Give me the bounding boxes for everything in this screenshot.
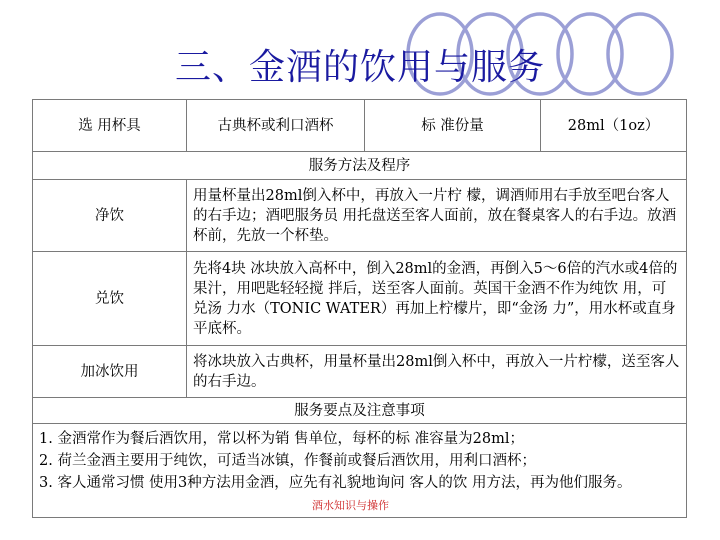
methods-heading: 服务方法及程序 bbox=[33, 152, 687, 180]
method-description: 用量杯量出28ml倒入杯中，再放入一片柠 檬，调酒师用右手放至吧台客人的右手边；酒吧服务员 用托盘送至客人面前，放在餐桌客人的右手边。放酒杯前，先放一个杯垫。 bbox=[187, 180, 687, 252]
portion-label: 标 准份量 bbox=[365, 100, 541, 152]
note-item: 1. 金酒常作为餐后酒饮用，常以杯为销 售单位，每杯的标 准容量为28ml； bbox=[39, 431, 524, 447]
cup-value: 古典杯或利口酒杯 bbox=[187, 100, 365, 152]
method-row bbox=[33, 346, 687, 398]
cup-label: 选 用杯具 bbox=[33, 100, 187, 152]
portion-value: 28ml（1oz） bbox=[541, 100, 687, 152]
method-description: 先将4块 冰块放入高杯中，倒入28ml的金酒，再倒入5～6倍的汽水或4倍的果汁，用吧匙轻轻搅 拌后，送至客人面前。英国干金酒不作为纯饮 用，可兑汤 力水（TONIC WATER）再加上柠檬片，即“金汤 力”，用水杯或直身平底杯。 bbox=[187, 252, 687, 346]
method-description: 将冰块放入古典杯，用量杯量出28ml倒入杯中，再放入一片柠檬，送至客人的右手边。 bbox=[187, 346, 687, 398]
method-name: 净饮 bbox=[33, 180, 187, 252]
note-item: 3. 客人通常习惯 使用3种方法用金酒，应先有礼貌地询问 客人的饮 用方法，再为他们服务。 bbox=[39, 475, 632, 491]
service-table bbox=[32, 99, 687, 518]
method-row bbox=[33, 252, 687, 346]
header-row bbox=[33, 100, 687, 152]
method-row bbox=[33, 180, 687, 252]
watermark-text: 酒水知识与操作 bbox=[312, 499, 389, 512]
notes-heading: 服务要点及注意事项 bbox=[33, 398, 687, 424]
method-name: 加冰饮用 bbox=[33, 346, 187, 398]
note-item: 2. 荷兰金酒主要用于纯饮，可适当冰镇，作餐前或餐后酒饮用，用利口酒杯； bbox=[39, 453, 536, 469]
method-name: 兑饮 bbox=[33, 252, 187, 346]
slide-title: 三、金酒的饮用与服务 bbox=[174, 47, 545, 88]
